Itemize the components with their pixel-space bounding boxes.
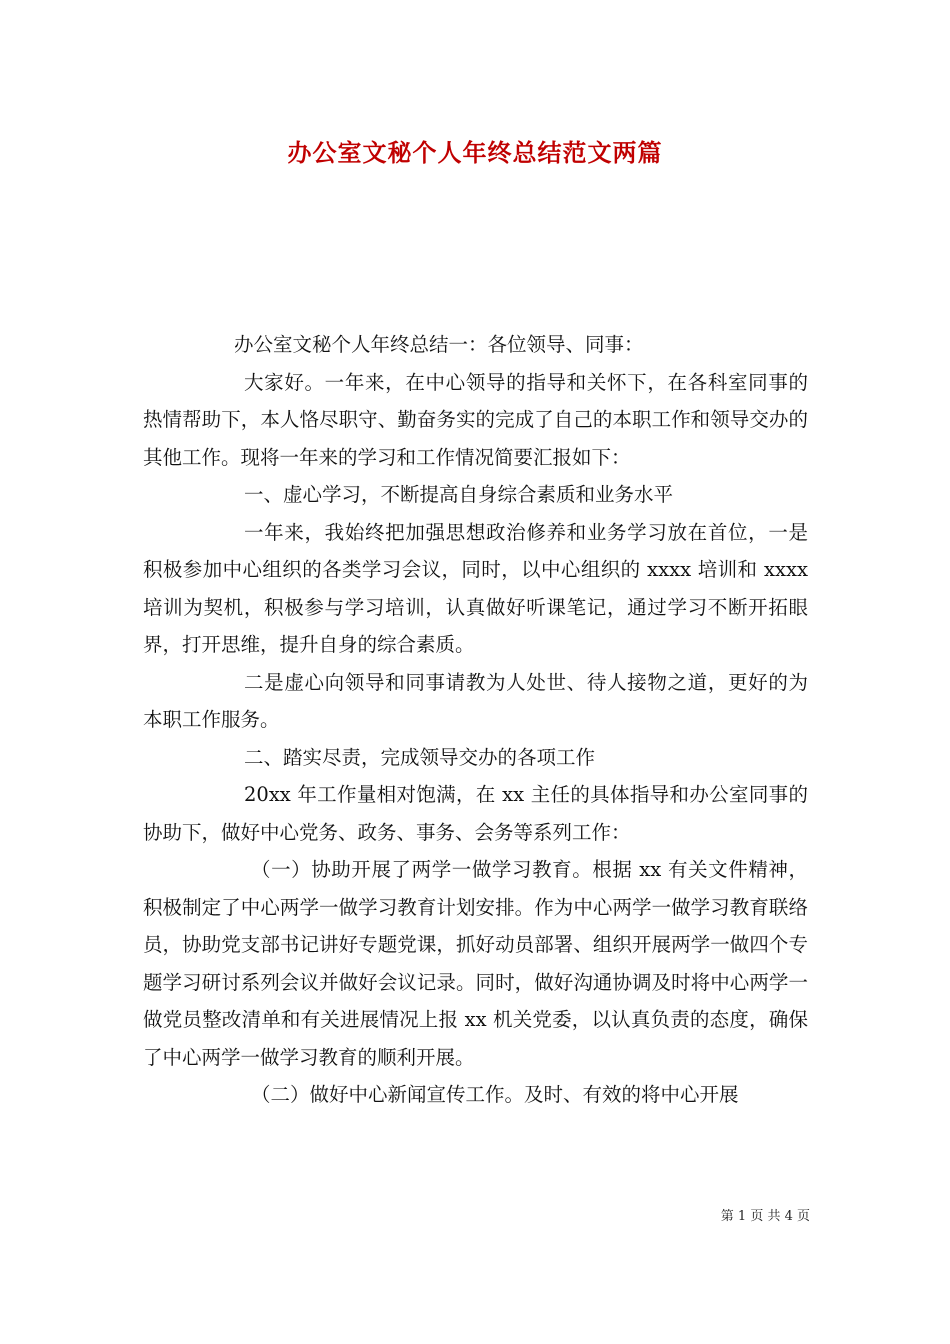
paragraph: 二是虚心向领导和同事请教为人处世、待人接物之道，更好的为本职工作服务。 xyxy=(143,670,808,731)
paragraph: （二）做好中心新闻宣传工作。及时、有效的将中心开展 xyxy=(251,1083,739,1106)
document-body xyxy=(143,326,808,1114)
paragraph: 20xx 年工作量相对饱满，在 xx 主任的具体指导和办公室同事的协助下，做好中心党务、政务、事务、会务等系列工作： xyxy=(143,783,808,844)
paragraph: （一）协助开展了两学一做学习教育。根据 xx 有关文件精神，积极制定了中心两学一做学习教育计划安排。作为中心两学一做学习教育联络员，协助党支部书记讲好专题党课，抓好动员部署、组织开展两学一做四个专题学习研讨系列会议并做好会议记录。同时，做好沟通协调及时将中心两学一做党员整改清单和有关进展情况上报 xx 机关党委，以认真负责的态度，确保了中心两学一做学习教育的顺利开展。 xyxy=(143,858,808,1069)
page-number-footer: 第 1 页 共 4 页 xyxy=(720,1209,810,1224)
section-heading: 一、虚心学习，不断提高自身综合素质和业务水平 xyxy=(244,483,674,506)
document-title: 办公室文秘个人年终总结范文两篇 xyxy=(287,138,663,167)
paragraph: 一年来，我始终把加强思想政治修养和业务学习放在首位，一是积极参加中心组织的各类学习会议，同时，以中心组织的 xxxx 培训和 xxxx 培训为契机，积极参与学习培训，认真做好听课笔记，通过学习不断开拓眼界，打开思维，提升自身的综合素质。 xyxy=(143,520,808,656)
paragraph: 大家好。一年来，在中心领导的指导和关怀下，在各科室同事的热情帮助下，本人恪尽职守、勤奋务实的完成了自己的本职工作和领导交办的其他工作。现将一年来的学习和工作情况简要汇报如下： xyxy=(143,370,808,469)
paragraph: 办公室文秘个人年终总结一：各位领导、同事： xyxy=(234,333,644,356)
section-heading: 二、踏实尽责，完成领导交办的各项工作 xyxy=(244,745,596,769)
